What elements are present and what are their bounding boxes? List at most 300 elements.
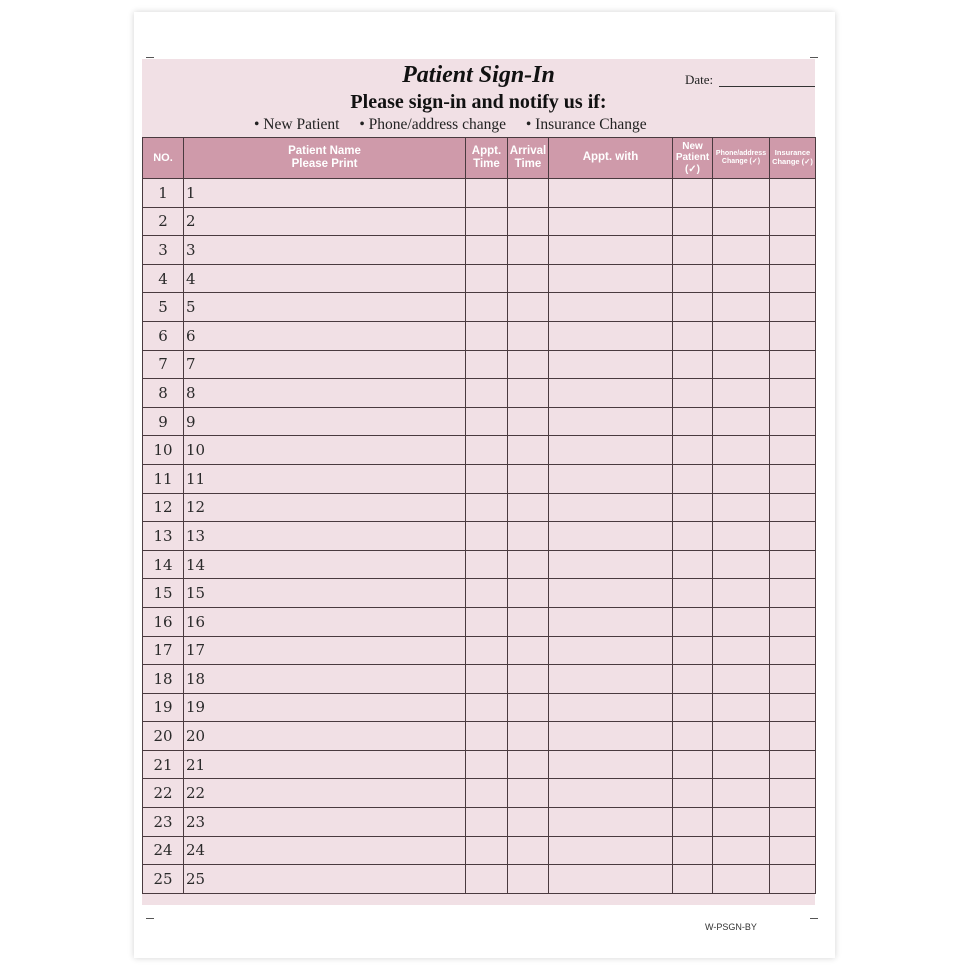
row-number-label: 13: [153, 526, 173, 545]
appt-time-field[interactable]: [466, 207, 508, 236]
appt-with-field[interactable]: [549, 865, 673, 894]
line-number-label: 11: [186, 469, 206, 488]
appt-with-field[interactable]: [549, 436, 673, 465]
phone-address-check[interactable]: [713, 836, 770, 865]
appt-with-field[interactable]: [549, 607, 673, 636]
line-number-label: 17: [186, 641, 206, 660]
row-number-label: 20: [153, 727, 173, 746]
row-number-label: 3: [158, 240, 168, 259]
row-number: [143, 808, 184, 837]
table-row: [143, 636, 816, 665]
table-row: [143, 779, 816, 808]
arrival-time-field[interactable]: [508, 436, 549, 465]
col-header-arrival-time: Arrival Time: [508, 138, 549, 179]
appt-time-field[interactable]: [466, 407, 508, 436]
appt-time-field[interactable]: [466, 865, 508, 894]
row-number: [143, 579, 184, 608]
row-number-label: 10: [153, 441, 173, 460]
arrival-time-field[interactable]: [508, 264, 549, 293]
patient-name-field[interactable]: [184, 264, 466, 293]
insurance-change-check[interactable]: [770, 808, 816, 837]
row-number: [143, 636, 184, 665]
arrival-time-field[interactable]: [508, 750, 549, 779]
row-number: [143, 865, 184, 894]
table-row: [143, 693, 816, 722]
line-number-label: 7: [186, 355, 196, 374]
trim-mark: [810, 918, 818, 919]
row-number: [143, 493, 184, 522]
form-code: W-PSGN-BY: [705, 922, 757, 932]
phone-address-check[interactable]: [713, 436, 770, 465]
line-number-label: 21: [186, 755, 206, 774]
new-patient-check[interactable]: [673, 179, 713, 208]
row-number: [143, 293, 184, 322]
line-number-label: 13: [186, 526, 206, 545]
arrival-time-field[interactable]: [508, 779, 549, 808]
appt-with-field[interactable]: [549, 550, 673, 579]
arrival-time-field[interactable]: [508, 493, 549, 522]
phone-address-check[interactable]: [713, 779, 770, 808]
table-row: [143, 379, 816, 408]
line-number-label: 18: [186, 669, 206, 688]
row-number-label: 16: [153, 612, 173, 631]
new-patient-check[interactable]: [673, 808, 713, 837]
form-subtitle: Please sign-in and notify us if:: [350, 91, 607, 113]
patient-name-field[interactable]: [184, 579, 466, 608]
new-patient-check[interactable]: [673, 493, 713, 522]
table-row: [143, 750, 816, 779]
phone-address-check[interactable]: [713, 550, 770, 579]
new-patient-check[interactable]: [673, 293, 713, 322]
arrival-time-field[interactable]: [508, 379, 549, 408]
appt-time-field[interactable]: [466, 522, 508, 551]
new-patient-check[interactable]: [673, 750, 713, 779]
insurance-change-check[interactable]: [770, 321, 816, 350]
arrival-time-field[interactable]: [508, 665, 549, 694]
phone-address-check[interactable]: [713, 522, 770, 551]
patient-name-field[interactable]: [184, 722, 466, 751]
line-number-label: 19: [186, 698, 206, 717]
row-number: [143, 665, 184, 694]
line-number-label: 22: [186, 784, 206, 803]
row-number-label: 5: [158, 298, 168, 317]
appt-with-field[interactable]: [549, 636, 673, 665]
appt-time-field[interactable]: [466, 321, 508, 350]
insurance-change-check[interactable]: [770, 865, 816, 894]
row-number: [143, 236, 184, 265]
table-row: [143, 407, 816, 436]
arrival-time-field[interactable]: [508, 722, 549, 751]
patient-name-field[interactable]: [184, 207, 466, 236]
row-number-label: 2: [158, 212, 168, 231]
patient-name-field[interactable]: [184, 693, 466, 722]
phone-address-check[interactable]: [713, 665, 770, 694]
appt-time-field[interactable]: [466, 607, 508, 636]
patient-name-field[interactable]: [184, 493, 466, 522]
col-header-phone-address: Phone/address Change (✓): [713, 138, 770, 179]
phone-address-check[interactable]: [713, 636, 770, 665]
table-row: [143, 865, 816, 894]
row-number: [143, 750, 184, 779]
appt-with-field[interactable]: [549, 236, 673, 265]
new-patient-check[interactable]: [673, 636, 713, 665]
insurance-change-check[interactable]: [770, 693, 816, 722]
new-patient-check[interactable]: [673, 665, 713, 694]
row-number-label: 1: [158, 183, 168, 202]
new-patient-check[interactable]: [673, 579, 713, 608]
patient-name-field[interactable]: [184, 636, 466, 665]
line-number-label: 1: [186, 183, 196, 202]
line-number-label: 6: [186, 326, 196, 345]
insurance-change-check[interactable]: [770, 264, 816, 293]
row-number: [143, 464, 184, 493]
row-number: [143, 179, 184, 208]
phone-address-check[interactable]: [713, 321, 770, 350]
insurance-change-check[interactable]: [770, 579, 816, 608]
row-number: [143, 836, 184, 865]
appt-time-field[interactable]: [466, 179, 508, 208]
col-header-patient-name: Patient Name Please Print: [184, 138, 466, 179]
table-row: [143, 493, 816, 522]
table-row: [143, 207, 816, 236]
row-number: [143, 264, 184, 293]
row-number: [143, 321, 184, 350]
appt-time-field[interactable]: [466, 836, 508, 865]
appt-time-field[interactable]: [466, 493, 508, 522]
table-row: [143, 808, 816, 837]
phone-address-check[interactable]: [713, 579, 770, 608]
patient-name-field[interactable]: [184, 236, 466, 265]
new-patient-check[interactable]: [673, 522, 713, 551]
appt-time-field[interactable]: [466, 665, 508, 694]
appt-with-field[interactable]: [549, 207, 673, 236]
date-label: Date:: [685, 72, 714, 87]
row-number-label: 22: [153, 784, 173, 803]
row-number-label: 21: [153, 755, 173, 774]
row-number-label: 12: [153, 498, 173, 517]
table-row: [143, 665, 816, 694]
sign-in-table: [142, 137, 816, 894]
appt-time-field[interactable]: [466, 693, 508, 722]
table-row: [143, 607, 816, 636]
insurance-change-check[interactable]: [770, 179, 816, 208]
row-number: [143, 436, 184, 465]
appt-with-field[interactable]: [549, 379, 673, 408]
appt-with-field[interactable]: [549, 836, 673, 865]
new-patient-check[interactable]: [673, 865, 713, 894]
appt-with-field[interactable]: [549, 808, 673, 837]
col-header-insurance: Insurance Change (✓): [770, 138, 816, 179]
appt-time-field[interactable]: [466, 350, 508, 379]
line-number-label: 5: [186, 298, 196, 317]
table-row: [143, 179, 816, 208]
arrival-time-field[interactable]: [508, 836, 549, 865]
table-row: [143, 293, 816, 322]
arrival-time-field[interactable]: [508, 207, 549, 236]
row-number: [143, 722, 184, 751]
patient-name-field[interactable]: [184, 865, 466, 894]
line-number-label: 15: [186, 584, 206, 603]
appt-with-field[interactable]: [549, 579, 673, 608]
row-number: [143, 207, 184, 236]
appt-time-field[interactable]: [466, 236, 508, 265]
patient-name-field[interactable]: [184, 665, 466, 694]
insurance-change-check[interactable]: [770, 779, 816, 808]
appt-with-field[interactable]: [549, 321, 673, 350]
new-patient-check[interactable]: [673, 236, 713, 265]
appt-time-field[interactable]: [466, 379, 508, 408]
new-patient-check[interactable]: [673, 836, 713, 865]
line-number-label: 25: [186, 870, 206, 889]
phone-address-check[interactable]: [713, 493, 770, 522]
line-number-label: 24: [186, 841, 206, 860]
appt-time-field[interactable]: [466, 264, 508, 293]
appt-with-field[interactable]: [549, 722, 673, 751]
row-number-label: 9: [158, 412, 168, 431]
arrival-time-field[interactable]: [508, 179, 549, 208]
patient-name-field[interactable]: [184, 179, 466, 208]
phone-address-check[interactable]: [713, 379, 770, 408]
row-number-label: 17: [153, 641, 173, 660]
row-number: [143, 607, 184, 636]
patient-name-field[interactable]: [184, 836, 466, 865]
appt-time-field[interactable]: [466, 808, 508, 837]
row-number-label: 15: [153, 584, 173, 603]
row-number-label: 18: [153, 669, 173, 688]
note-insurance: • Insurance Change: [525, 116, 647, 133]
appt-time-field[interactable]: [466, 636, 508, 665]
line-number-label: 12: [186, 498, 206, 517]
arrival-time-field[interactable]: [508, 865, 549, 894]
patient-name-field[interactable]: [184, 607, 466, 636]
appt-with-field[interactable]: [549, 493, 673, 522]
phone-address-check[interactable]: [713, 865, 770, 894]
insurance-change-check[interactable]: [770, 636, 816, 665]
row-number: [143, 350, 184, 379]
phone-address-check[interactable]: [713, 808, 770, 837]
row-number: [143, 522, 184, 551]
patient-name-field[interactable]: [184, 407, 466, 436]
trim-mark: [146, 918, 154, 919]
row-number: [143, 379, 184, 408]
arrival-time-field[interactable]: [508, 550, 549, 579]
appt-time-field[interactable]: [466, 579, 508, 608]
insurance-change-check[interactable]: [770, 522, 816, 551]
form-title: Patient Sign-In: [402, 62, 555, 88]
table-row: [143, 550, 816, 579]
table-row: [143, 264, 816, 293]
row-number-label: 19: [153, 698, 173, 717]
col-header-no: NO.: [143, 138, 184, 179]
new-patient-check[interactable]: [673, 321, 713, 350]
row-number: [143, 550, 184, 579]
line-number-label: 3: [186, 240, 196, 259]
new-patient-check[interactable]: [673, 350, 713, 379]
note-new-patient: • New Patient: [254, 116, 340, 133]
appt-with-field[interactable]: [549, 350, 673, 379]
arrival-time-field[interactable]: [508, 693, 549, 722]
table-row: [143, 436, 816, 465]
row-number: [143, 407, 184, 436]
arrival-time-field[interactable]: [508, 607, 549, 636]
table-row: [143, 579, 816, 608]
phone-address-check[interactable]: [713, 464, 770, 493]
line-number-label: 23: [186, 812, 206, 831]
appt-time-field[interactable]: [466, 550, 508, 579]
patient-name-field[interactable]: [184, 550, 466, 579]
new-patient-check[interactable]: [673, 464, 713, 493]
insurance-change-check[interactable]: [770, 407, 816, 436]
line-number-label: 8: [186, 383, 196, 402]
appt-with-field[interactable]: [549, 665, 673, 694]
new-patient-check[interactable]: [673, 207, 713, 236]
arrival-time-field[interactable]: [508, 808, 549, 837]
appt-time-field[interactable]: [466, 436, 508, 465]
note-phone-address: • Phone/address change: [359, 116, 506, 133]
patient-name-field[interactable]: [184, 293, 466, 322]
appt-time-field[interactable]: [466, 722, 508, 751]
appt-with-field[interactable]: [549, 693, 673, 722]
new-patient-check[interactable]: [673, 779, 713, 808]
line-number-label: 16: [186, 612, 206, 631]
arrival-time-field[interactable]: [508, 464, 549, 493]
patient-name-field[interactable]: [184, 779, 466, 808]
phone-address-check[interactable]: [713, 264, 770, 293]
col-header-appt-time: Appt. Time: [466, 138, 508, 179]
appt-time-field[interactable]: [466, 750, 508, 779]
insurance-change-check[interactable]: [770, 236, 816, 265]
patient-name-field[interactable]: [184, 750, 466, 779]
line-number-label: 10: [186, 441, 206, 460]
appt-with-field[interactable]: [549, 522, 673, 551]
appt-time-field[interactable]: [466, 464, 508, 493]
table-row: [143, 522, 816, 551]
line-number-label: 4: [186, 269, 196, 288]
table-row: [143, 321, 816, 350]
insurance-change-check[interactable]: [770, 350, 816, 379]
patient-name-field[interactable]: [184, 350, 466, 379]
phone-address-check[interactable]: [713, 179, 770, 208]
table-row: [143, 350, 816, 379]
phone-address-check[interactable]: [713, 236, 770, 265]
row-number-label: 24: [153, 841, 173, 860]
table-row: [143, 722, 816, 751]
phone-address-check[interactable]: [713, 607, 770, 636]
row-number-label: 23: [153, 812, 173, 831]
notify-conditions: [254, 116, 663, 134]
insurance-change-check[interactable]: [770, 836, 816, 865]
appt-with-field[interactable]: [549, 750, 673, 779]
sign-in-form: [142, 59, 815, 905]
row-number-label: 4: [158, 269, 168, 288]
row-number: [143, 779, 184, 808]
new-patient-check[interactable]: [673, 436, 713, 465]
phone-address-check[interactable]: [713, 293, 770, 322]
line-number-label: 2: [186, 212, 196, 231]
appt-with-field[interactable]: [549, 293, 673, 322]
col-header-new-patient: New Patient (✓): [673, 138, 713, 179]
arrival-time-field[interactable]: [508, 579, 549, 608]
row-number-label: 11: [153, 469, 173, 488]
table-row: [143, 836, 816, 865]
patient-name-field[interactable]: [184, 379, 466, 408]
table-row: [143, 236, 816, 265]
phone-address-check[interactable]: [713, 750, 770, 779]
arrival-time-field[interactable]: [508, 321, 549, 350]
new-patient-check[interactable]: [673, 264, 713, 293]
row-number-label: 7: [158, 355, 168, 374]
patient-name-field[interactable]: [184, 808, 466, 837]
line-number-label: 14: [186, 555, 206, 574]
row-number: [143, 693, 184, 722]
trim-mark: [810, 57, 818, 58]
appt-with-field[interactable]: [549, 464, 673, 493]
insurance-change-check[interactable]: [770, 665, 816, 694]
arrival-time-field[interactable]: [508, 293, 549, 322]
row-number-label: 25: [153, 870, 173, 889]
phone-address-check[interactable]: [713, 207, 770, 236]
patient-name-field[interactable]: [184, 522, 466, 551]
line-number-label: 9: [186, 412, 196, 431]
insurance-change-check[interactable]: [770, 379, 816, 408]
new-patient-check[interactable]: [673, 379, 713, 408]
insurance-change-check[interactable]: [770, 464, 816, 493]
row-number-label: 14: [153, 555, 173, 574]
col-header-appt-with: Appt. with: [549, 138, 673, 179]
table-row: [143, 464, 816, 493]
row-number-label: 6: [158, 326, 168, 345]
insurance-change-check[interactable]: [770, 550, 816, 579]
trim-mark: [146, 57, 154, 58]
insurance-change-check[interactable]: [770, 293, 816, 322]
sign-in-sheet: [134, 12, 835, 958]
arrival-time-field[interactable]: [508, 350, 549, 379]
insurance-change-check[interactable]: [770, 207, 816, 236]
phone-address-check[interactable]: [713, 693, 770, 722]
patient-name-field[interactable]: [184, 321, 466, 350]
patient-name-field[interactable]: [184, 464, 466, 493]
insurance-change-check[interactable]: [770, 436, 816, 465]
insurance-change-check[interactable]: [770, 607, 816, 636]
appt-with-field[interactable]: [549, 179, 673, 208]
insurance-change-check[interactable]: [770, 722, 816, 751]
appt-with-field[interactable]: [549, 779, 673, 808]
appt-time-field[interactable]: [466, 779, 508, 808]
phone-address-check[interactable]: [713, 722, 770, 751]
header-row: [143, 138, 816, 179]
date-field[interactable]: [719, 86, 815, 87]
new-patient-check[interactable]: [673, 407, 713, 436]
patient-name-field[interactable]: [184, 436, 466, 465]
arrival-time-field[interactable]: [508, 636, 549, 665]
line-number-label: 20: [186, 727, 206, 746]
arrival-time-field[interactable]: [508, 407, 549, 436]
insurance-change-check[interactable]: [770, 750, 816, 779]
phone-address-check[interactable]: [713, 350, 770, 379]
appt-with-field[interactable]: [549, 264, 673, 293]
new-patient-check[interactable]: [673, 550, 713, 579]
arrival-time-field[interactable]: [508, 236, 549, 265]
row-number-label: 8: [158, 383, 168, 402]
new-patient-check[interactable]: [673, 607, 713, 636]
new-patient-check[interactable]: [673, 722, 713, 751]
new-patient-check[interactable]: [673, 693, 713, 722]
appt-time-field[interactable]: [466, 293, 508, 322]
phone-address-check[interactable]: [713, 407, 770, 436]
arrival-time-field[interactable]: [508, 522, 549, 551]
appt-with-field[interactable]: [549, 407, 673, 436]
insurance-change-check[interactable]: [770, 493, 816, 522]
